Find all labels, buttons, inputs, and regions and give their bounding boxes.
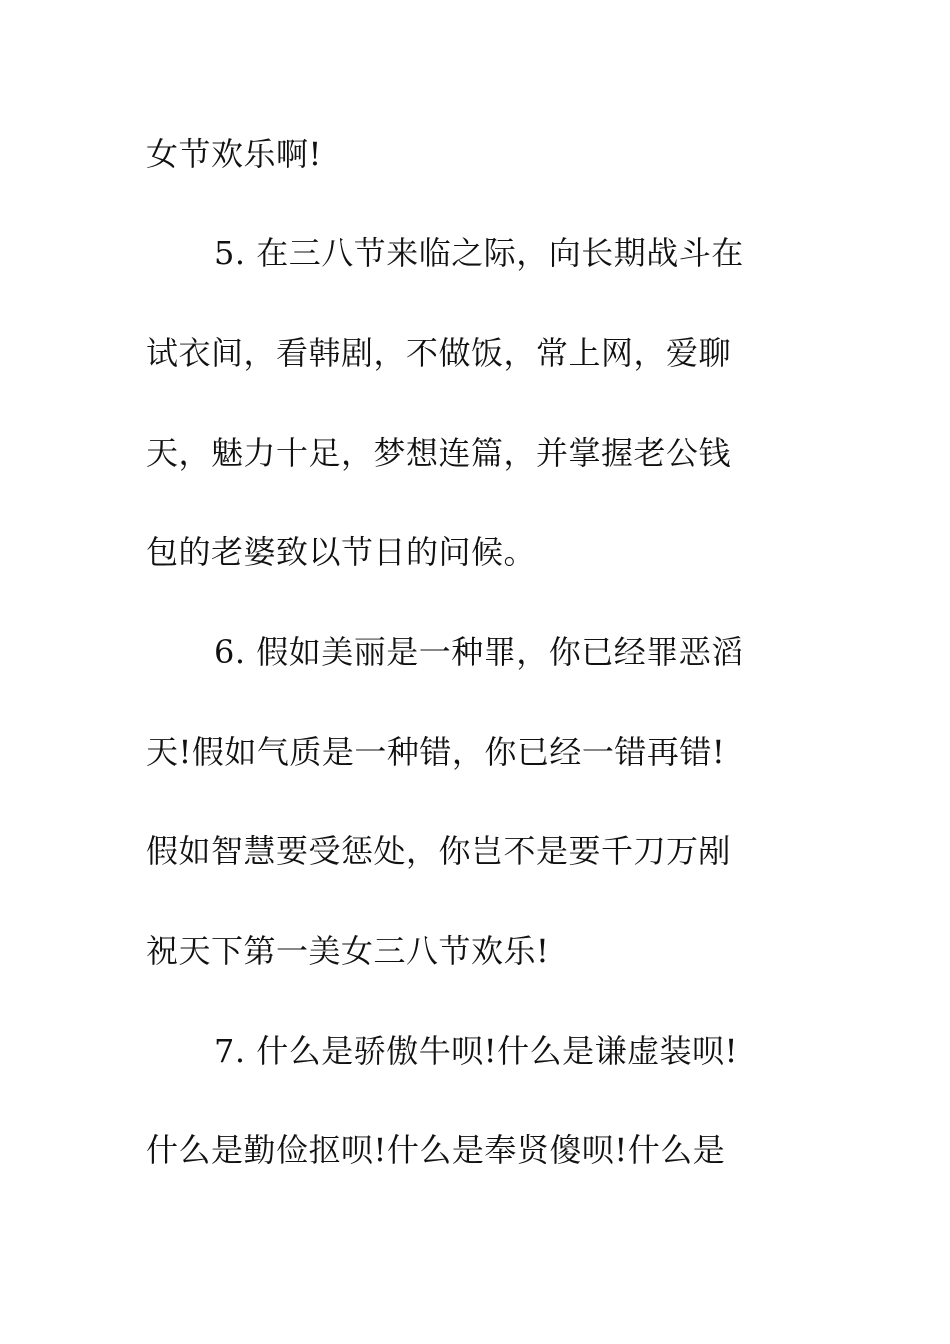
text-line: 试衣间，看韩剧，不做饭，常上网，爱聊 [146,334,732,372]
paragraph-5-start: 5. 在三八节来临之际，向长期战斗在 [214,234,744,272]
text-line: 天，魅力十足，梦想连篇，并掌握老公钱 [146,434,732,472]
paragraph-7-start: 7. 什么是骄傲牛呗!什么是谦虚装呗! [214,1032,738,1070]
text-line: 包的老婆致以节日的问候。 [146,533,537,571]
text-line: 女节欢乐啊! [146,135,322,173]
text-line: 什么是勤俭抠呗!什么是奉贤傻呗!什么是 [146,1131,726,1169]
text-line: 天!假如气质是一种错，你已经一错再错! [146,733,726,771]
paragraph-6-start: 6. 假如美丽是一种罪，你已经罪恶滔 [214,633,744,671]
text-line: 假如智慧要受惩处，你岂不是要千刀万剐 [146,832,732,870]
text-line: 祝天下第一美女三八节欢乐! [146,932,550,970]
